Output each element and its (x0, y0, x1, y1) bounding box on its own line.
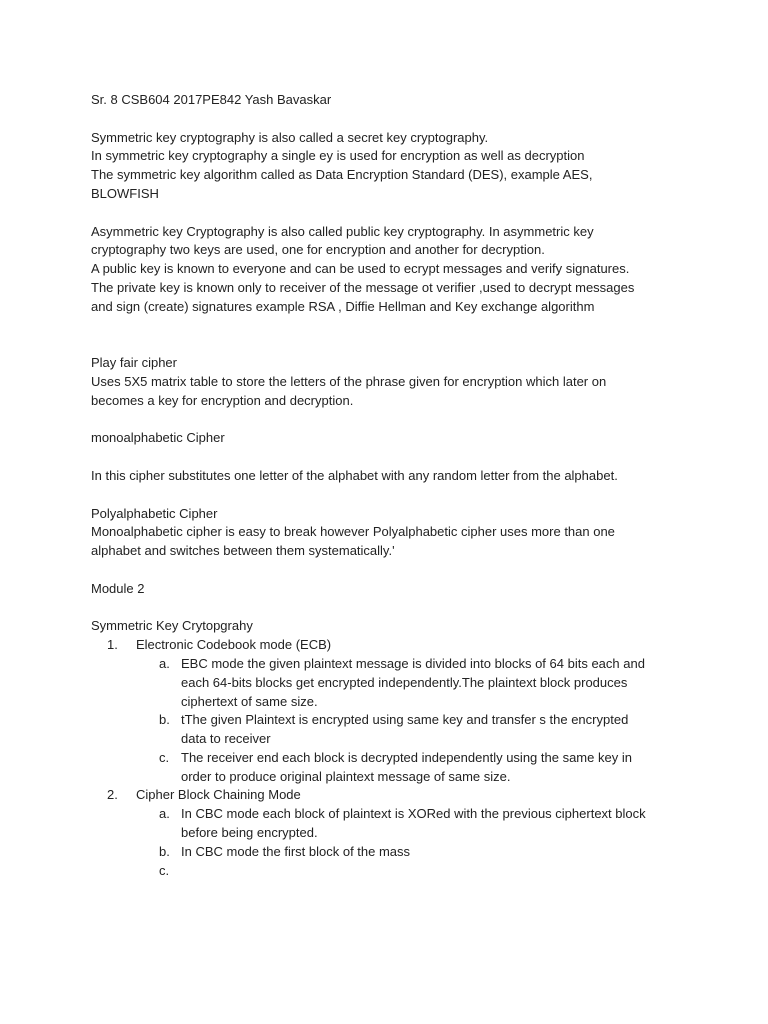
monoalphabetic-heading: monoalphabetic Cipher (91, 430, 225, 446)
sublist-line: The receiver end each block is decrypted independently using the same key in (181, 749, 632, 765)
sublist-item (91, 655, 691, 711)
sublist-letter: a. (159, 655, 170, 671)
list-item-cbc (91, 786, 691, 805)
sublist-line: before being encrypted. (181, 825, 318, 841)
asymmetric-line-5: and sign (create) signatures example RSA , Diffie Hellman and Key exchange algorithm (91, 298, 595, 314)
sublist-line: order to produce original plaintext message of same size. (181, 768, 511, 784)
sublist-line: tThe given Plaintext is encrypted using same key and transfer s the encrypted (181, 712, 629, 728)
sublist-letter: b. (159, 712, 170, 728)
sublist-line: each 64-bits blocks get encrypted independently.The plaintext block produces (181, 674, 628, 690)
symmetric-paragraph (91, 129, 691, 204)
sublist-line: EBC mode the given plaintext message is divided into blocks of 64 bits each and (181, 655, 645, 671)
sublist-line: data to receiver (181, 731, 271, 747)
sublist-line: In CBC mode the first block of the mass (181, 843, 411, 859)
list-item-ecb (91, 636, 691, 655)
sublist-item (91, 749, 691, 787)
list-number: 2. (107, 787, 118, 803)
playfair-line-1: Uses 5X5 matrix table to store the letters of the phrase given for encryption which later on (91, 373, 607, 389)
monoalphabetic-line-1: In this cipher substitutes one letter of the alphabet with any random letter from the alphabet. (91, 467, 618, 483)
symmetric-line-3: The symmetric key algorithm called as Data Encryption Standard (DES), example AES, (91, 167, 593, 183)
asymmetric-line-1: Asymmetric key Cryptography is also called public key cryptography. In asymmetric key (91, 223, 594, 239)
header-line: Sr. 8 CSB604 2017PE842 Yash Bavaskar (91, 92, 332, 107)
list-number: 1. (107, 637, 118, 653)
module2-section (91, 580, 691, 881)
monoalphabetic-section (91, 429, 691, 485)
sublist-letter: c. (159, 862, 170, 878)
playfair-line-2: becomes a key for encryption and decryption. (91, 392, 354, 408)
asymmetric-line-2: cryptography two keys are used, one for encryption and another for decryption. (91, 242, 545, 258)
module2-heading: Module 2 (91, 580, 145, 596)
sublist-item (91, 862, 691, 881)
module2-subheading: Symmetric Key Crytopgrahy (91, 618, 253, 634)
playfair-heading: Play fair cipher (91, 355, 177, 371)
list-item-title: Electronic Codebook mode (ECB) (136, 637, 332, 653)
sublist-letter: b. (159, 843, 170, 859)
sublist-item (91, 843, 691, 862)
sublist-letter: c. (159, 749, 170, 765)
playfair-section (91, 354, 691, 410)
sublist-letter: a. (159, 806, 170, 822)
asymmetric-line-3: A public key is known to everyone and can be used to ecrypt messages and verify signatures. (91, 261, 630, 277)
sublist-line (181, 862, 691, 881)
symmetric-line-1: Symmetric key cryptography is also called a secret key cryptography. (91, 129, 489, 145)
polyalphabetic-heading: Polyalphabetic Cipher (91, 505, 218, 521)
document-body (91, 91, 691, 880)
polyalphabetic-line-1: Monoalphabetic cipher is easy to break however Polyalphabetic cipher uses more than one (91, 524, 615, 540)
asymmetric-paragraph (91, 223, 691, 317)
symmetric-line-2: In symmetric key cryptography a single ey is used for encryption as well as decryption (91, 148, 585, 164)
sublist-line: In CBC mode each block of plaintext is XORed with the previous ciphertext block (181, 806, 646, 822)
symmetric-line-4: BLOWFISH (91, 185, 159, 201)
sublist-line: ciphertext of same size. (181, 693, 318, 709)
polyalphabetic-line-2: alphabet and switches between them systematically.' (91, 543, 395, 559)
polyalphabetic-section (91, 505, 691, 561)
asymmetric-line-4: The private key is known only to receiver of the message ot verifier ,used to decrypt messages (91, 279, 635, 295)
list-item-title: Cipher Block Chaining Mode (136, 787, 301, 803)
sublist-item (91, 805, 691, 843)
sublist-item (91, 711, 691, 749)
